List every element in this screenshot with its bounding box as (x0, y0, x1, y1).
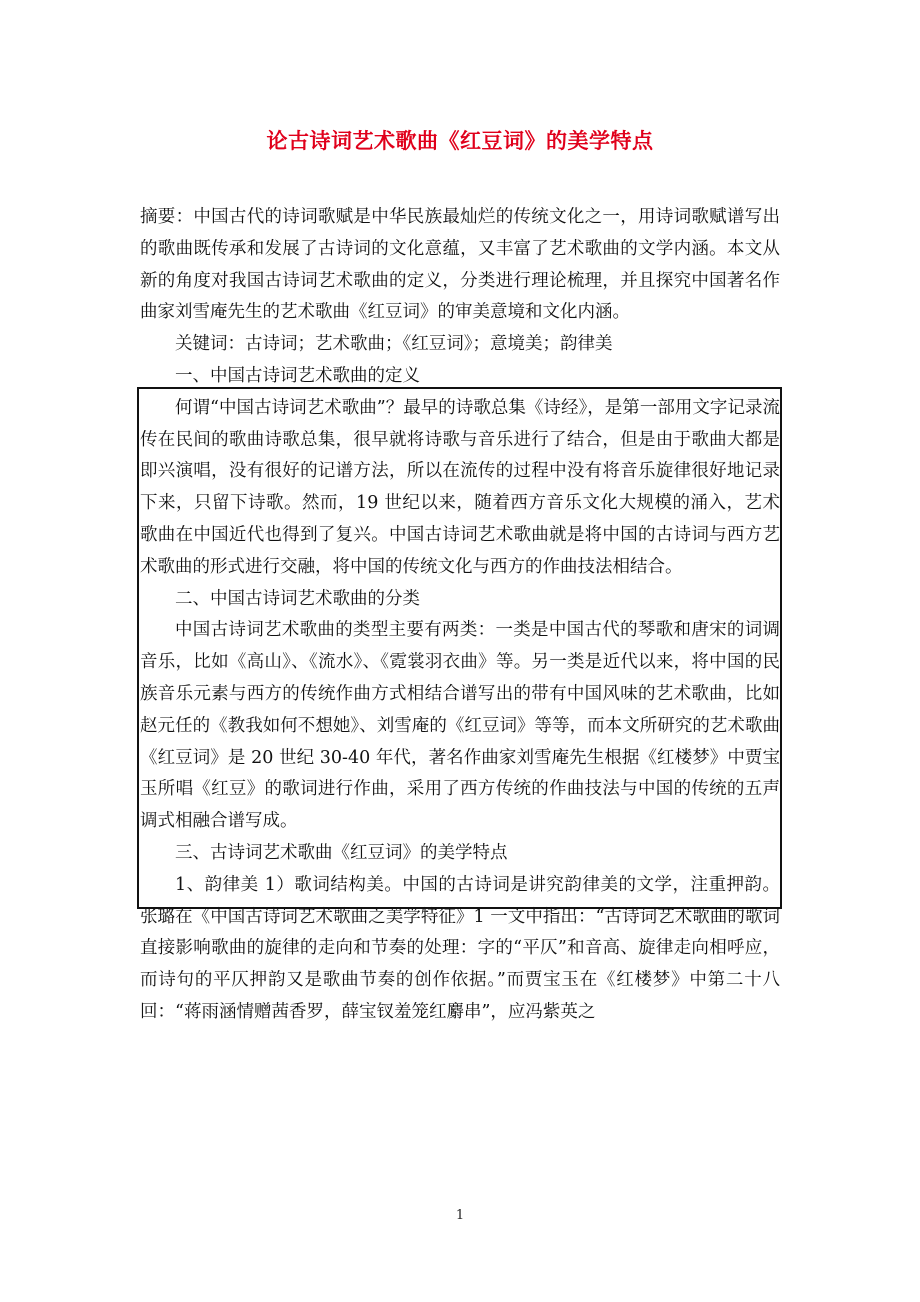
abstract-paragraph: 摘要：中国古代的诗词歌赋是中华民族最灿烂的传统文化之一，用诗词歌赋谱写出的歌曲既传承和发展了古诗词的文化意蕴，又丰富了艺术歌曲的文学内涵。本文从新的角度对我国古诗词艺术歌曲的定义，分类进行理论梳理，并且探究中国著名作曲家刘雪庵先生的艺术歌曲《红豆词》的审美意境和文化内涵。 (140, 207, 780, 323)
highlight-box (137, 387, 782, 909)
section-2-heading: 二、中国古诗词艺术歌曲的分类 (175, 588, 420, 609)
section-1-paragraph: 何谓“中国古诗词艺术歌曲”？最早的诗歌总集《诗经》，是第一部用文字记录流传在民间的歌曲诗歌总集，很早就将诗歌与音乐进行了结合，但是由于歌曲大都是即兴演唱，没有很好的记谱方法，所以在流传的过程中没有将音乐旋律很好地记录下来，只留下诗歌。然而，19 世纪以来，随着西方音乐文化大规模的涌入，艺术歌曲在中国近代也得到了复兴。中国古诗词艺术歌曲就是将中国的古诗词与西方艺术歌曲的形式进行交融，将中国的传统文化与西方的作曲技法相结合。 (140, 397, 780, 577)
section-2-paragraph: 中国古诗词艺术歌曲的类型主要有两类：一类是中国古代的琴歌和唐宋的词调音乐，比如《高山》、《流水》、《霓裳羽衣曲》等。另一类是近代以来，将中国的民族音乐元素与西方的传统作曲方式相结合谱写出的带有中国风味的艺术歌曲，比如赵元任的《教我如何不想她》、刘雪庵的《红豆词》等等，而本文所研究的艺术歌曲《红豆词》是 20 世纪 30-40 年代，著名作曲家刘雪庵先生根据《红楼梦》中贾宝玉所唱《红豆》的歌词进行作曲，采用了西方传统的作曲技法与中国的传统的五声调式相融合谱写成。 (140, 620, 780, 832)
section-3-paragraph: 1、韵律美 1）歌词结构美。中国的古诗词是讲究韵律美的文学，注重押韵。张璐在《中国古诗词艺术歌曲之美学特征》1 一文中指出：“古诗词艺术歌曲的歌词直接影响歌曲的旋律的走向和节奏的处理：字的“平仄”和音高、旋律走向相呼应，而诗句的平仄押韵又是歌曲节奏的创作依据。”而贾宝玉在《红楼梦》中第二十八回：“蒋雨涵情赠茜香罗，薛宝钗羞笼红麝串”，应冯紫英之 (140, 874, 780, 1022)
section-3-heading: 三、古诗词艺术歌曲《红豆词》的美学特点 (175, 842, 508, 863)
keywords-paragraph: 关键词：古诗词；艺术歌曲；《红豆词》；意境美；韵律美 (175, 334, 613, 355)
document-title: 论古诗词艺术歌曲《红豆词》的美学特点 (266, 128, 654, 153)
page-number: 1 (455, 1208, 465, 1223)
section-1-heading: 一、中国古诗词艺术歌曲的定义 (175, 365, 420, 386)
